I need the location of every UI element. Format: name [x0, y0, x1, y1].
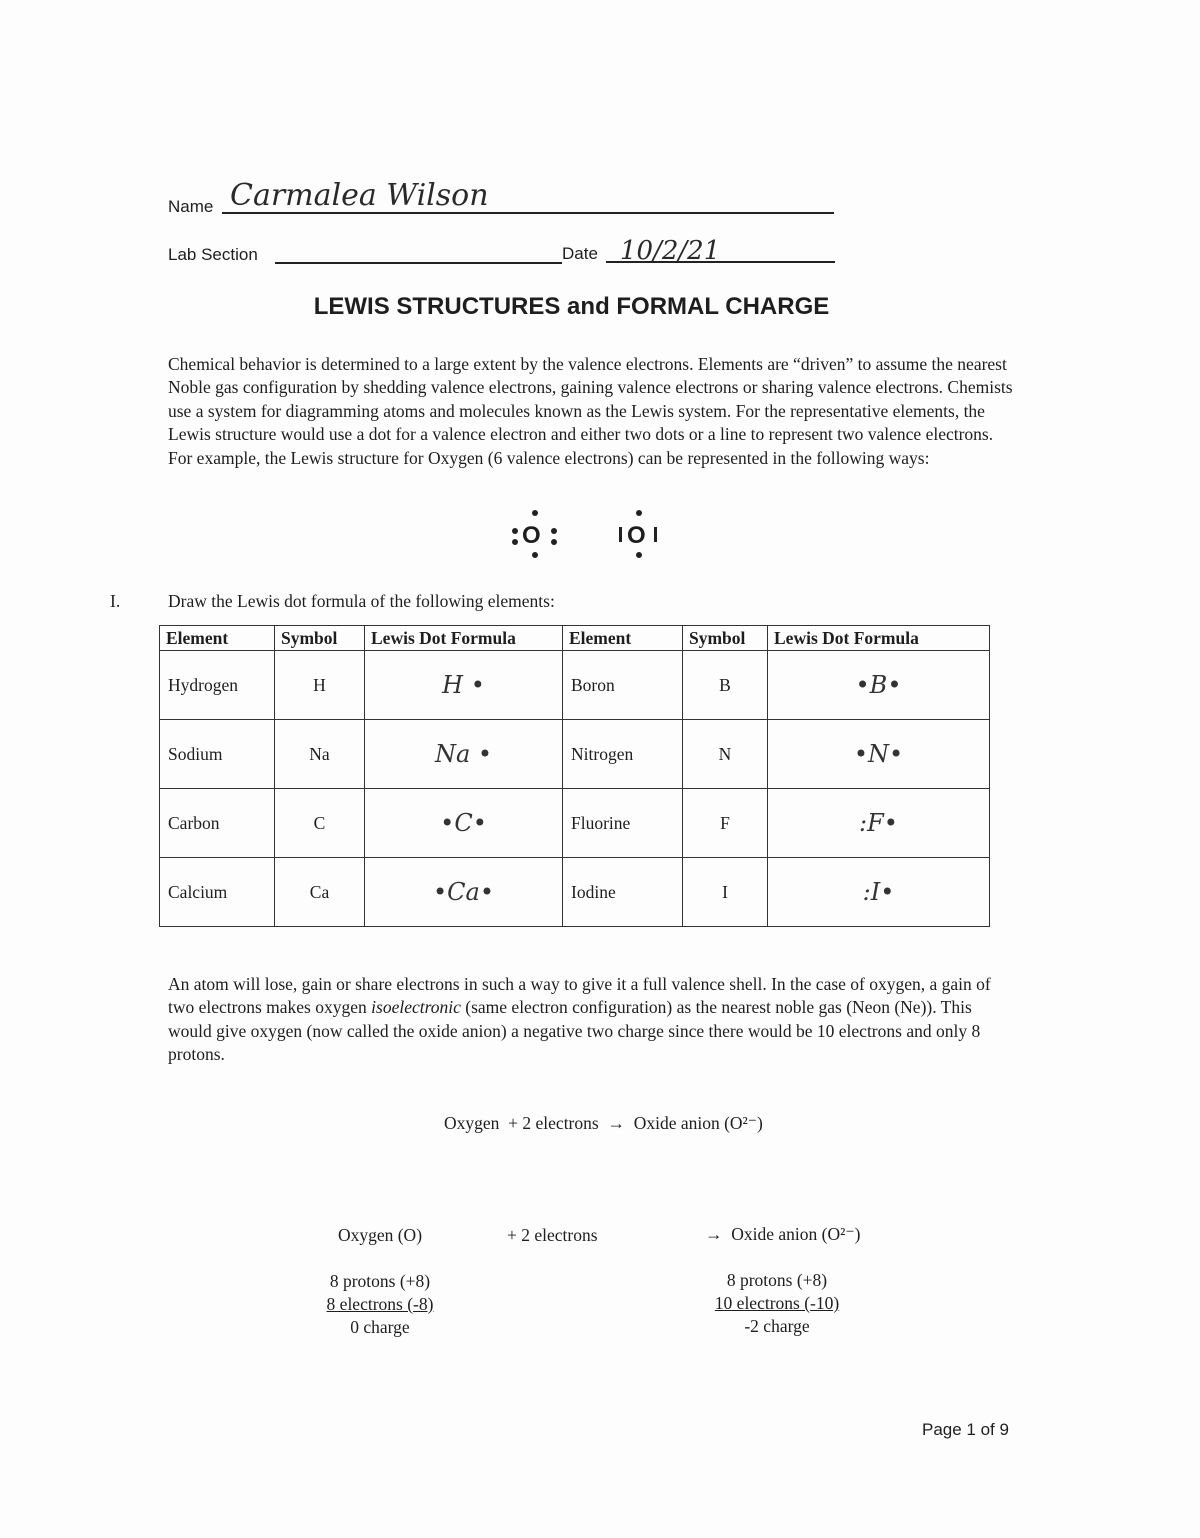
dot-mark: •: [440, 809, 455, 837]
handwritten-symbol: Ca: [447, 878, 480, 906]
electron-pair-line: [654, 527, 657, 542]
column-header: Element: [563, 626, 683, 651]
handwritten-symbol: B: [869, 671, 888, 699]
handwritten-symbol: N: [868, 740, 889, 768]
dot-mark: •: [887, 671, 902, 699]
electrons-line: 10 electrons (-10): [714, 1293, 840, 1313]
element-symbol: Na: [275, 720, 365, 789]
table-header-row: [160, 626, 990, 651]
lewis-dot-formula: [768, 789, 990, 858]
element-symbol: B: [683, 651, 768, 720]
lewis-dot-formula: [365, 651, 563, 720]
oxygen-symbol: O: [522, 522, 541, 549]
lewis-dot-formula: [768, 858, 990, 927]
electron-dot: [551, 528, 557, 534]
section-instruction: Draw the Lewis dot formula of the following elements:: [168, 591, 555, 611]
electron-pair-line: [619, 527, 622, 542]
charge-line: -2 charge: [744, 1316, 810, 1336]
element-name: Iodine: [563, 858, 683, 927]
protons-line: 8 protons (+8): [726, 1270, 828, 1290]
oxygen-symbol: O: [627, 522, 646, 549]
element-symbol: I: [683, 858, 768, 927]
isoelectronic-paragraph: [168, 973, 1013, 1067]
electron-dot: [512, 528, 518, 534]
element-symbol: C: [275, 789, 365, 858]
date-line: [606, 261, 835, 263]
table-row: [160, 858, 990, 927]
lewis-dot-formula: [768, 720, 990, 789]
lewis-dot-formula: [768, 651, 990, 720]
name-label: Name: [168, 197, 214, 216]
element-symbol: F: [683, 789, 768, 858]
dot-mark: •: [880, 878, 895, 906]
dot-mark: •: [853, 740, 868, 768]
electron-dot: [636, 510, 642, 516]
dot-mark: •: [472, 809, 487, 837]
handwritten-symbol: F: [867, 809, 884, 837]
lewis-dot-formula: [365, 720, 563, 789]
section-numeral: I.: [110, 591, 121, 611]
oxide-counts: [677, 1269, 877, 1338]
column-header: Element: [160, 626, 275, 651]
dot-mark: :: [859, 809, 868, 837]
page-number: Page 1 of 9: [922, 1420, 1009, 1439]
element-symbol: H: [275, 651, 365, 720]
paragraph-text: (same electron configuration) as the nearest noble gas (Neon (Ne)). This would give oxygen (now called the oxide anion) a negative two charge since there would be 10 electrons and only 8 protons.: [168, 997, 981, 1065]
element-name: Nitrogen: [563, 720, 683, 789]
date-label: Date: [562, 244, 598, 263]
lewis-dot-formula: [365, 789, 563, 858]
name-line: [222, 212, 834, 214]
lab-section-label: Lab Section: [168, 245, 258, 264]
electron-dot: [551, 539, 557, 545]
column-header: Lewis Dot Formula: [365, 626, 563, 651]
element-name: Sodium: [160, 720, 275, 789]
handwritten-symbol: I: [870, 878, 881, 906]
handwritten-symbol: C: [454, 809, 473, 837]
table-row: [160, 789, 990, 858]
element-name: Calcium: [160, 858, 275, 927]
electron-dot: [532, 552, 538, 558]
electron-dot: [532, 510, 538, 516]
electrons-line: 8 electrons (-8): [326, 1294, 434, 1314]
column-header: Symbol: [683, 626, 768, 651]
paragraph-text: An atom will lose, gain or share electrons in such a way to give it a full valence shell. In the case of oxygen, a gain of two electrons makes oxygen: [168, 974, 991, 1018]
dot-mark: •: [889, 740, 904, 768]
oxygen-header: Oxygen (O): [337, 1225, 423, 1245]
isoelectronic-term: isoelectronic: [371, 997, 461, 1018]
dot-mark: •: [479, 878, 494, 906]
element-name: Boron: [563, 651, 683, 720]
electron-dot: [512, 539, 518, 545]
page-title: LEWIS STRUCTURES and FORMAL CHARGE: [313, 293, 830, 320]
electron-dot: [636, 552, 642, 558]
element-name: Fluorine: [563, 789, 683, 858]
column-header: Lewis Dot Formula: [768, 626, 990, 651]
protons-line: 8 protons (+8): [329, 1271, 431, 1291]
charge-line: 0 charge: [350, 1317, 410, 1337]
element-symbol: Ca: [275, 858, 365, 927]
dot-mark: :: [862, 878, 871, 906]
dot-mark: •: [433, 878, 448, 906]
dot-mark: •: [855, 671, 870, 699]
table-row: [160, 651, 990, 720]
dot-mark: •: [470, 671, 485, 699]
element-name: Carbon: [160, 789, 275, 858]
dot-mark: •: [883, 809, 898, 837]
lewis-dot-table: [159, 625, 990, 927]
element-symbol: N: [683, 720, 768, 789]
intro-paragraph: Chemical behavior is determined to a large extent by the valence electrons. Elements are “driven” to assume the nearest Noble gas configuration by shedding valence electrons, gaining valence electrons or sharing valence electrons. Chemists use a system for diagramming atoms and molecules known as the Lewis system. For the representative elements, the Lewis structure would use a dot for a valence electron and either two dots or a line to represent two valence electrons. For example, the Lewis structure for Oxygen (6 valence electrons) can be represented in the following ways:: [168, 354, 1013, 468]
element-name: Hydrogen: [160, 651, 275, 720]
handwritten-symbol: Na: [434, 740, 471, 768]
dot-mark: •: [477, 740, 493, 768]
date-value: 10/2/21: [620, 236, 721, 266]
handwritten-symbol: H: [442, 671, 464, 699]
name-value: Carmalea Wilson: [230, 178, 489, 213]
lab-section-line: [275, 262, 562, 264]
table-row: [160, 720, 990, 789]
oxygen-counts: [280, 1270, 480, 1339]
plus-electrons: + 2 electrons: [507, 1225, 598, 1245]
oxide-anion-header: → Oxide anion (O²⁻): [705, 1224, 861, 1244]
column-header: Symbol: [275, 626, 365, 651]
lewis-dot-formula: [365, 858, 563, 927]
oxide-equation: Oxygen + 2 electrons → Oxide anion (O²⁻): [444, 1113, 763, 1133]
